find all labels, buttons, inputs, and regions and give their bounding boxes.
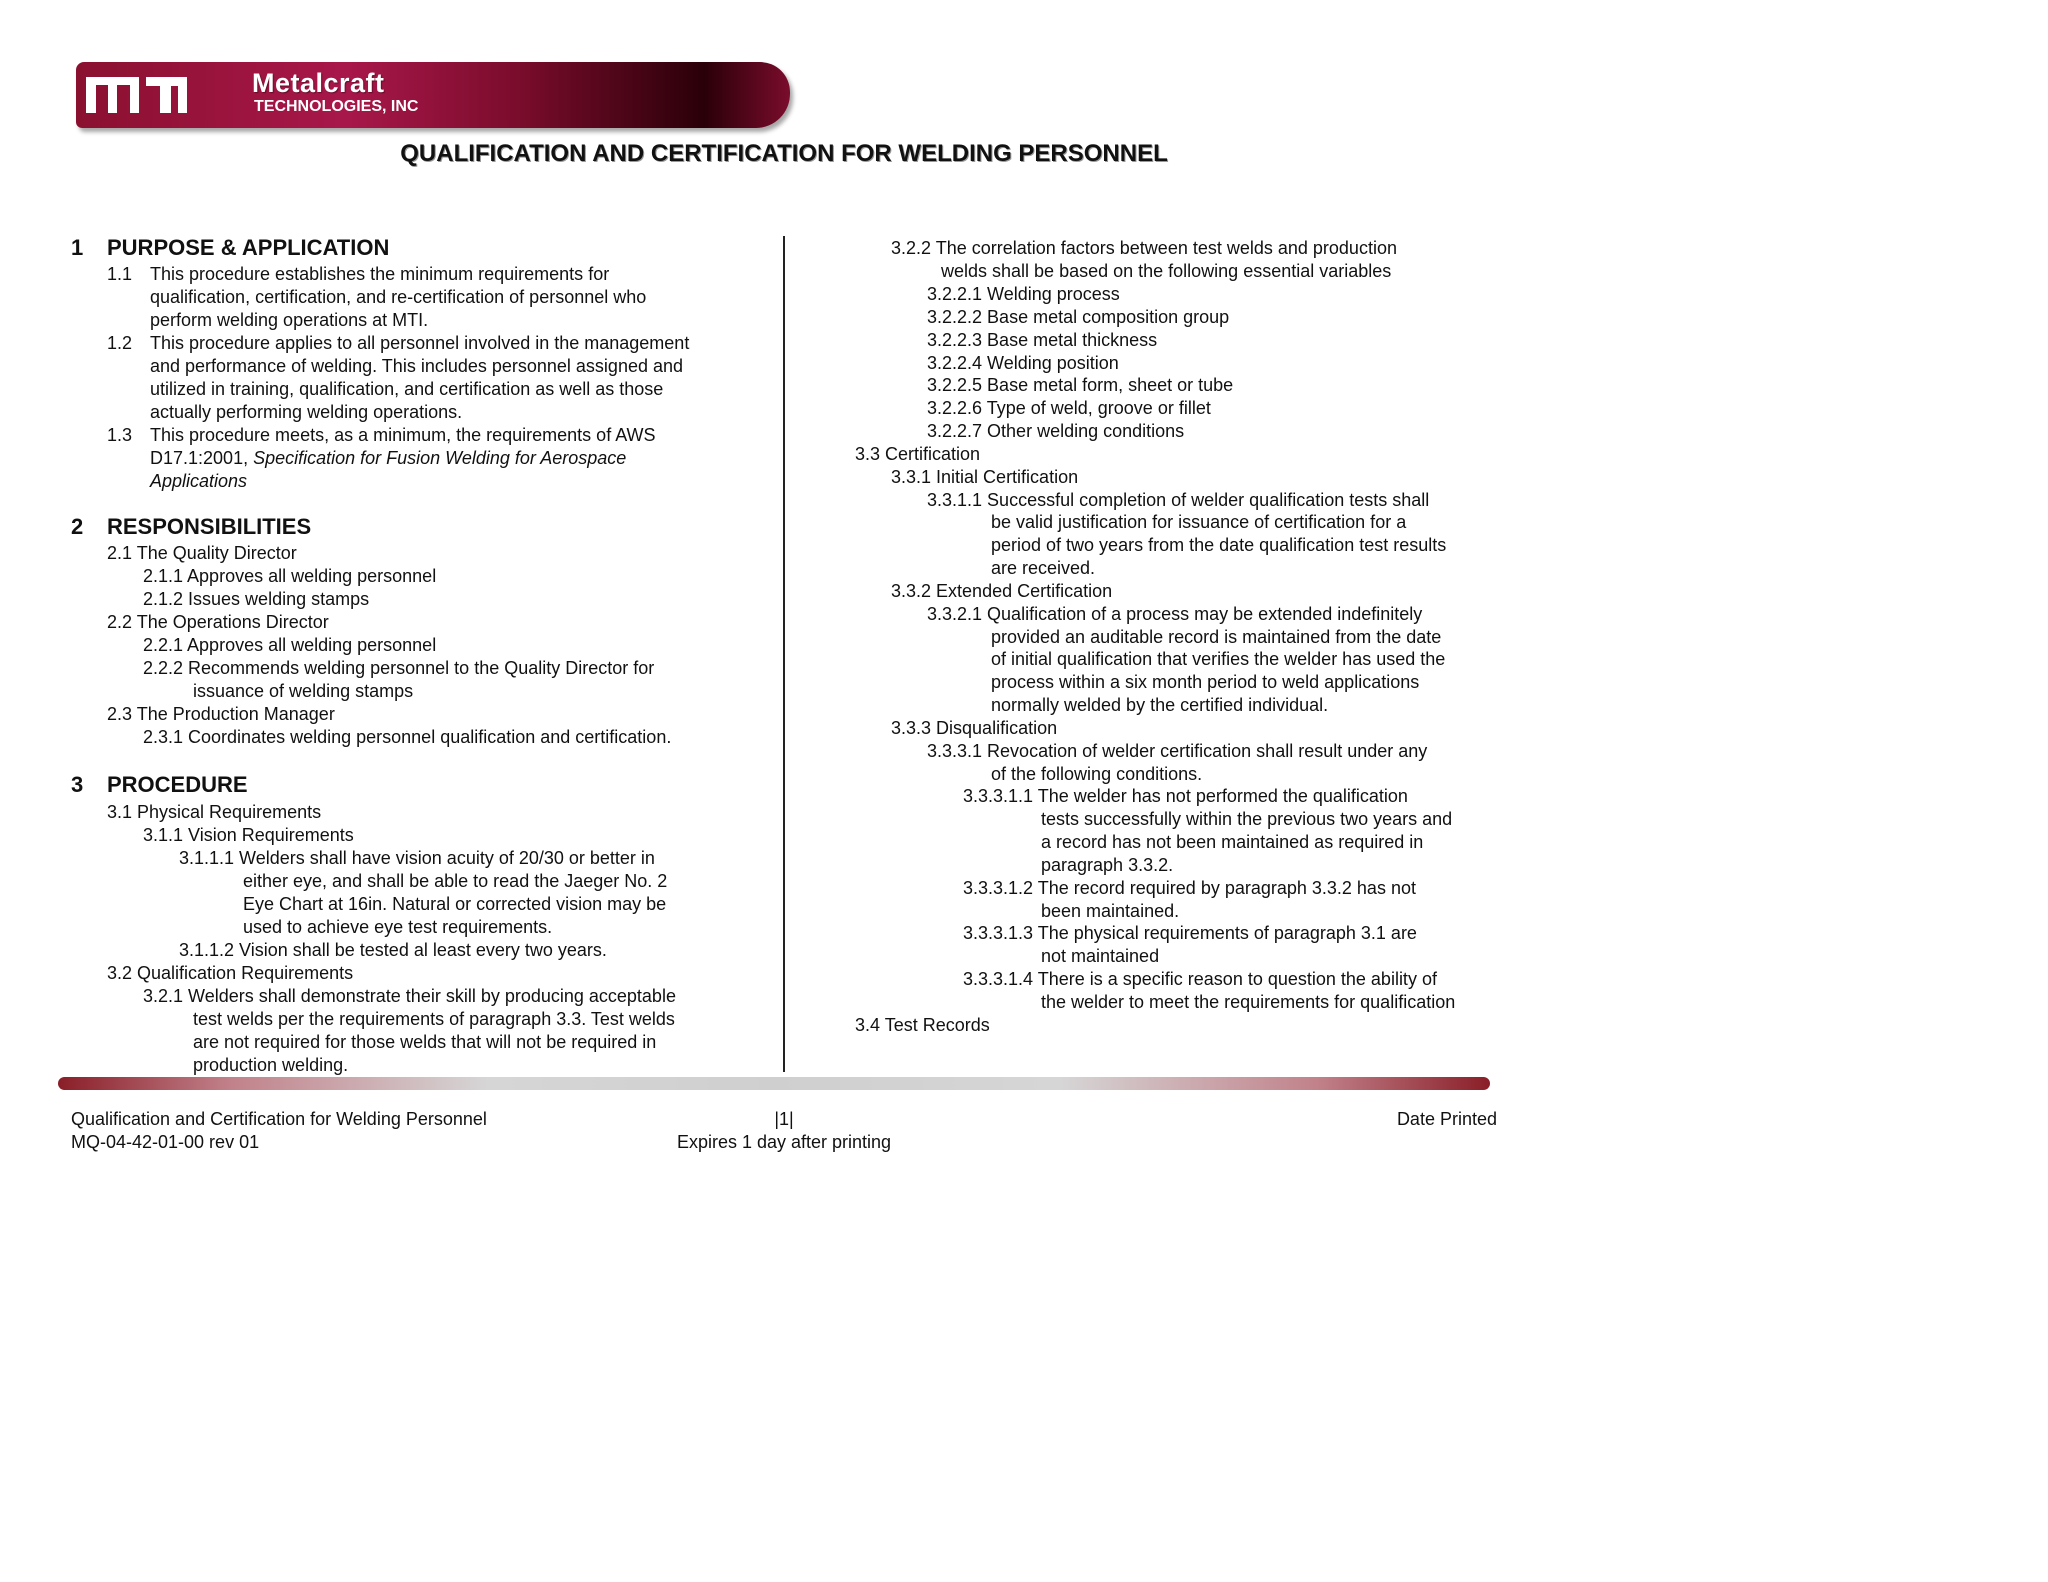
- list-item: tests successfully within the previous two years and: [1041, 809, 1453, 829]
- list-item: 2.2.1 Approves all welding personnel: [143, 635, 437, 655]
- footer-page-number: |1|: [774, 1109, 794, 1129]
- list-item: 3.2.2.1 Welding process: [927, 284, 1120, 304]
- list-item: issuance of welding stamps: [193, 681, 414, 701]
- list-item: 3.2.2.6 Type of weld, groove or fillet: [927, 398, 1211, 418]
- list-item: 3.3.3.1 Revocation of welder certification shall result under any: [927, 741, 1428, 761]
- list-item: 3.2 Qualification Requirements: [107, 963, 354, 983]
- section-3-number: 3: [71, 772, 84, 797]
- list-item: of the following conditions.: [991, 764, 1203, 784]
- list-item: process within a six month period to weld applications: [991, 672, 1420, 692]
- para-1-3-line: This procedure meets, as a minimum, the requirements of AWS: [150, 425, 656, 445]
- section-1-number: 1: [71, 235, 84, 260]
- list-item: normally welded by the certified individual.: [991, 695, 1329, 715]
- list-item: 3.3.3.1.4 There is a specific reason to question the ability of: [963, 969, 1437, 989]
- list-item: 3.3.3 Disqualification: [891, 718, 1058, 738]
- list-item: 2.3.1 Coordinates welding personnel qualification and certification.: [143, 727, 672, 747]
- list-item: 3.1.1.1 Welders shall have vision acuity of 20/30 or better in: [179, 848, 655, 868]
- footer-divider: [58, 1077, 1490, 1090]
- list-item: 3.2.2.5 Base metal form, sheet or tube: [927, 375, 1234, 395]
- para-1-1-line: This procedure establishes the minimum requirements for: [150, 264, 610, 284]
- list-item: are received.: [991, 558, 1096, 578]
- list-item: 3.2.2.7 Other welding conditions: [927, 421, 1185, 441]
- list-item: 3.2.2 The correlation factors between test welds and production: [891, 238, 1397, 258]
- para-1-3-line: [150, 447, 626, 469]
- list-item: test welds per the requirements of paragraph 3.3. Test welds: [193, 1009, 675, 1029]
- section-2-heading: RESPONSIBILITIES: [107, 514, 312, 539]
- list-item: 3.3.2.1 Qualification of a process may be extended indefinitely: [927, 604, 1423, 624]
- footer-date-printed: Date Printed: [1396, 1109, 1497, 1129]
- list-item: Eye Chart at 16in. Natural or corrected vision may be: [243, 894, 667, 914]
- list-item: production welding.: [193, 1055, 349, 1075]
- list-item: 2.1.1 Approves all welding personnel: [143, 566, 437, 586]
- section-3-heading: PROCEDURE: [107, 772, 248, 797]
- para-1-3-number: 1.3: [107, 425, 133, 445]
- brand-name: Metalcraft: [252, 68, 385, 98]
- footer-expiry: Expires 1 day after printing: [676, 1132, 892, 1152]
- list-item: 3.3 Certification: [855, 444, 981, 464]
- para-1-2-number: 1.2: [107, 333, 133, 353]
- para-1-2-line: utilized in training, qualification, and certification as well as those: [150, 379, 664, 399]
- list-item: 3.3.3.1.2 The record required by paragraph 3.3.2 has not: [963, 878, 1416, 898]
- list-item: 3.3.1.1 Successful completion of welder qualification tests shall: [927, 490, 1430, 510]
- list-item: 3.1 Physical Requirements: [107, 802, 322, 822]
- list-item: of initial qualification that verifies the welder has used the: [991, 649, 1446, 669]
- list-item: 2.3 The Production Manager: [107, 704, 335, 724]
- list-item: 3.1.1 Vision Requirements: [143, 825, 354, 845]
- list-item: 3.3.3.1.3 The physical requirements of paragraph 3.1 are: [963, 923, 1417, 943]
- list-item: 3.2.1 Welders shall demonstrate their skill by producing acceptable: [143, 986, 676, 1006]
- list-item: 3.3.3.1.1 The welder has not performed the qualification: [963, 786, 1408, 806]
- list-item: be valid justification for issuance of certification for a: [991, 512, 1407, 532]
- brand-subtitle: TECHNOLOGIES, INC: [254, 98, 419, 115]
- para-1-2-line: This procedure applies to all personnel involved in the management: [150, 333, 690, 353]
- list-item: either eye, and shall be able to read the Jaeger No. 2: [243, 871, 668, 891]
- para-1-1-number: 1.1: [107, 264, 133, 284]
- list-item: 3.3.2 Extended Certification: [891, 581, 1113, 601]
- list-item: period of two years from the date qualification test results: [991, 535, 1447, 555]
- list-item: 2.1 The Quality Director: [107, 543, 297, 563]
- list-item: 3.4 Test Records: [855, 1015, 990, 1035]
- column-divider: [783, 236, 785, 1072]
- list-item: 2.2.2 Recommends welding personnel to the Quality Director for: [143, 658, 655, 678]
- list-item: a record has not been maintained as required in: [1041, 832, 1424, 852]
- list-item: 3.2.2.4 Welding position: [927, 353, 1119, 373]
- list-item: 2.2 The Operations Director: [107, 612, 329, 632]
- spec-title: Specification for Fusion Welding for Aerospace: [253, 448, 627, 468]
- list-item: are not required for those welds that will not be required in: [193, 1032, 657, 1052]
- footer-doc-number: MQ-04-42-01-00 rev 01: [71, 1132, 260, 1152]
- list-item: 3.2.2.2 Base metal composition group: [927, 307, 1230, 327]
- footer-doc-name: Qualification and Certification for Welding Personnel: [71, 1109, 487, 1129]
- list-item: the welder to meet the requirements for qualification: [1041, 992, 1456, 1012]
- para-1-1-line: qualification, certification, and re-certification of personnel who: [150, 287, 647, 307]
- list-item: 3.1.1.2 Vision shall be tested al least every two years.: [179, 940, 607, 960]
- spec-id: D17.1:2001,: [150, 448, 254, 468]
- spec-title-cont: Applications: [150, 471, 248, 491]
- list-item: 2.1.2 Issues welding stamps: [143, 589, 370, 609]
- section-1-heading: PURPOSE & APPLICATION: [107, 235, 390, 260]
- para-1-2-line: actually performing welding operations.: [150, 402, 463, 422]
- mti-logo-icon: [86, 71, 236, 119]
- list-item: used to achieve eye test requirements.: [243, 917, 553, 937]
- list-item: not maintained: [1041, 946, 1160, 966]
- company-banner: [76, 62, 790, 128]
- list-item: 3.3.1 Initial Certification: [891, 467, 1079, 487]
- para-1-2-line: and performance of welding. This includes personnel assigned and: [150, 356, 684, 376]
- list-item: paragraph 3.3.2.: [1041, 855, 1174, 875]
- list-item: been maintained.: [1041, 901, 1180, 921]
- list-item: 3.2.2.3 Base metal thickness: [927, 330, 1158, 350]
- para-1-1-line: perform welding operations at MTI.: [150, 310, 429, 330]
- list-item: welds shall be based on the following essential variables: [941, 261, 1392, 281]
- list-item: provided an auditable record is maintained from the date: [991, 627, 1442, 647]
- section-2-number: 2: [71, 514, 84, 539]
- document-title: QUALIFICATION AND CERTIFICATION FOR WELDING PERSONNEL: [400, 140, 1168, 167]
